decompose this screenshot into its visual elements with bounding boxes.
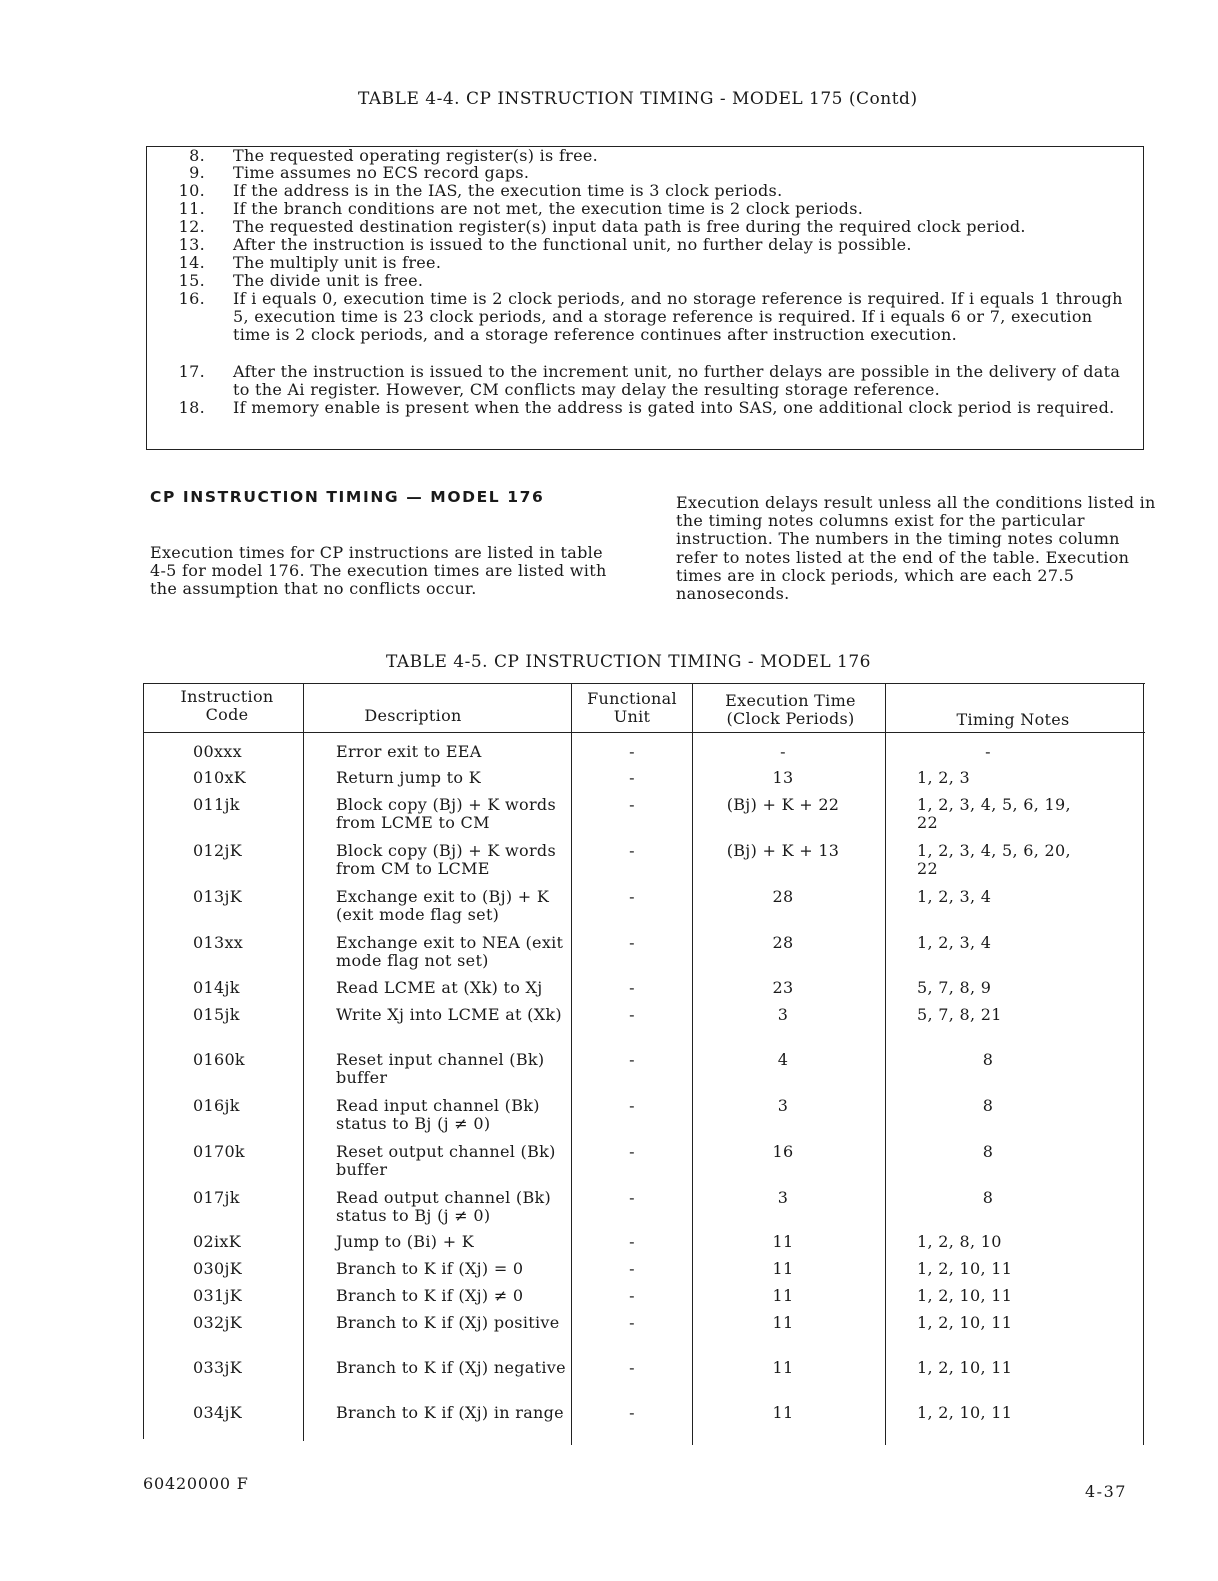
cell-unit: - xyxy=(629,795,635,814)
note-text: If i equals 0, execution time is 2 clock periods, and no storage reference is required. If i equals 1 through 5, execution time is 23 clock periods, and a storage reference is required. If i equals 6 or 7, execution time is 2 clock periods, and a storage reference continues after instruction execution. xyxy=(233,289,1123,345)
cell-code: 012jK xyxy=(193,841,242,860)
cell-description: Reset output channel (Bk) buffer xyxy=(336,1142,556,1180)
cell-timing-notes: 1, 2, 3, 4 xyxy=(917,887,992,906)
cell-timing-notes: 1, 2, 10, 11 xyxy=(917,1286,1013,1305)
cell-timing-notes: 8 xyxy=(982,1050,994,1069)
cell-code: 033jK xyxy=(193,1358,242,1377)
cell-timing-notes: 1, 2, 10, 11 xyxy=(917,1259,1013,1278)
cell-timing-notes: 5, 7, 8, 9 xyxy=(917,978,992,997)
note-text: If the address is in the IAS, the execution time is 3 clock periods. xyxy=(233,181,783,200)
cell-code: 00xxx xyxy=(193,742,242,761)
cell-unit: - xyxy=(629,1232,635,1251)
cell-description: Reset input channel (Bk) buffer xyxy=(336,1050,545,1088)
cell-code: 02ixK xyxy=(193,1232,241,1251)
cell-unit: - xyxy=(629,1313,635,1332)
cell-exec-time: 16 xyxy=(772,1142,794,1161)
cell-unit: - xyxy=(629,1358,635,1377)
note-text: The requested destination register(s) input data path is free during the required clock period. xyxy=(233,217,1026,236)
cell-timing-notes: 8 xyxy=(982,1096,994,1115)
cell-exec-time: 28 xyxy=(772,887,794,906)
note-text: After the instruction is issued to the increment unit, no further delays are possible in the delivery of data to the Ai register. However, CM conflicts may delay the resulting storage reference. xyxy=(233,362,1121,400)
cell-exec-time: 13 xyxy=(772,768,794,787)
cell-code: 013jK xyxy=(193,887,242,906)
note-number: 9. xyxy=(189,163,205,182)
note-text: The requested operating register(s) is free. xyxy=(233,146,599,165)
cell-code: 0170k xyxy=(193,1142,245,1161)
cell-description: Exchange exit to NEA (exit mode flag not set) xyxy=(336,933,564,971)
table-right-rule xyxy=(1143,683,1144,1445)
cell-timing-notes: 1, 2, 3, 4, 5, 6, 20, 22 xyxy=(917,841,1071,879)
cell-exec-time: 11 xyxy=(772,1403,794,1422)
cell-description: Branch to K if (Xj) ≠ 0 xyxy=(336,1286,524,1305)
cell-description: Branch to K if (Xj) in range xyxy=(336,1403,564,1422)
note-text: If the branch conditions are not met, the execution time is 2 clock periods. xyxy=(233,199,864,218)
note-number: 12. xyxy=(178,217,205,236)
cell-unit: - xyxy=(629,841,635,860)
note-number: 11. xyxy=(178,199,205,218)
cell-timing-notes: 1, 2, 3, 4 xyxy=(917,933,992,952)
note-text: The divide unit is free. xyxy=(233,271,424,290)
note-number: 13. xyxy=(178,235,205,254)
cell-description: Read LCME at (Xk) to Xj xyxy=(336,978,543,997)
cell-timing-notes: - xyxy=(985,742,991,761)
cell-description: Block copy (Bj) + K words from LCME to CM xyxy=(336,795,556,833)
cell-description: Read input channel (Bk) status to Bj (j ≠ 0) xyxy=(336,1096,540,1134)
cell-exec-time: 3 xyxy=(777,1188,789,1207)
cell-code: 017jk xyxy=(193,1188,240,1207)
cell-timing-notes: 1, 2, 8, 10 xyxy=(917,1232,1002,1251)
cell-description: Write Xj into LCME at (Xk) xyxy=(336,1005,562,1024)
note-number: 8. xyxy=(189,146,205,165)
cell-code: 032jK xyxy=(193,1313,242,1332)
cell-code: 0160k xyxy=(193,1050,245,1069)
header-functional-unit: Functional Unit xyxy=(587,689,677,726)
cell-code: 034jK xyxy=(193,1403,242,1422)
document-number: 60420000 F xyxy=(143,1474,249,1493)
cell-exec-time: (Bj) + K + 22 xyxy=(726,795,840,814)
cell-exec-time: (Bj) + K + 13 xyxy=(726,841,840,860)
cell-exec-time: 11 xyxy=(772,1313,794,1332)
header-description: Description xyxy=(364,706,462,725)
header-instruction-code: Instruction Code xyxy=(180,687,274,724)
page-number: 4-37 xyxy=(1085,1482,1127,1501)
cell-description: Read output channel (Bk) status to Bj (j ≠ 0) xyxy=(336,1188,552,1226)
cell-timing-notes: 8 xyxy=(982,1142,994,1161)
cell-unit: - xyxy=(629,1142,635,1161)
header-timing-notes: Timing Notes xyxy=(956,710,1070,729)
cell-code: 016jk xyxy=(193,1096,240,1115)
cell-exec-time: 3 xyxy=(777,1096,789,1115)
table-4-5-caption: TABLE 4-5. CP INSTRUCTION TIMING - MODEL 176 xyxy=(386,652,872,672)
cell-unit: - xyxy=(629,887,635,906)
cell-timing-notes: 8 xyxy=(982,1188,994,1207)
note-number: 16. xyxy=(178,289,205,308)
cell-timing-notes: 1, 2, 3, 4, 5, 6, 19, 22 xyxy=(917,795,1071,833)
section-heading: CP INSTRUCTION TIMING — MODEL 176 xyxy=(150,488,545,506)
cell-timing-notes: 1, 2, 3 xyxy=(917,768,970,787)
cell-code: 011jk xyxy=(193,795,240,814)
cell-exec-time: - xyxy=(780,742,786,761)
intro-paragraph: Execution times for CP instructions are listed in table 4-5 for model 176. The execution times are listed with the assumption that no conflicts occur. xyxy=(150,543,607,599)
cell-code: 030jK xyxy=(193,1259,242,1278)
cell-description: Block copy (Bj) + K words from CM to LCME xyxy=(336,841,556,879)
table-top-rule xyxy=(143,683,1145,684)
cell-unit: - xyxy=(629,1403,635,1422)
cell-description: Error exit to EEA xyxy=(336,742,482,761)
cell-code: 031jK xyxy=(193,1286,242,1305)
cell-description: Jump to (Bi) + K xyxy=(336,1232,475,1251)
cell-unit: - xyxy=(629,933,635,952)
cell-unit: - xyxy=(629,1259,635,1278)
cell-unit: - xyxy=(629,1286,635,1305)
cell-unit: - xyxy=(629,768,635,787)
cell-code: 013xx xyxy=(193,933,244,952)
cell-timing-notes: 1, 2, 10, 11 xyxy=(917,1358,1013,1377)
cell-description: Exchange exit to (Bj) + K (exit mode flag set) xyxy=(336,887,550,925)
cell-unit: - xyxy=(629,1188,635,1207)
cell-exec-time: 23 xyxy=(772,978,794,997)
cell-description: Branch to K if (Xj) negative xyxy=(336,1358,566,1377)
table-4-4-caption: TABLE 4-4. CP INSTRUCTION TIMING - MODEL 175 (Contd) xyxy=(358,89,918,109)
note-text: The multiply unit is free. xyxy=(233,253,442,272)
cell-exec-time: 11 xyxy=(772,1358,794,1377)
table-column-rule xyxy=(885,683,886,1445)
note-text: If memory enable is present when the address is gated into SAS, one additional clock period is required. xyxy=(233,398,1115,417)
note-text: After the instruction is issued to the functional unit, no further delay is possible. xyxy=(233,235,912,254)
delay-paragraph: Execution delays result unless all the conditions listed in the timing notes columns exist for the particular instruction. The numbers in the timing notes column refer to notes listed at the end of the table. Execution times are in clock periods, which are each 27.5 nanoseconds. xyxy=(676,493,1156,604)
cell-exec-time: 11 xyxy=(772,1259,794,1278)
note-number: 10. xyxy=(178,181,205,200)
cell-code: 010xK xyxy=(193,768,247,787)
cell-unit: - xyxy=(629,1050,635,1069)
cell-description: Branch to K if (Xj) positive xyxy=(336,1313,560,1332)
cell-unit: - xyxy=(629,742,635,761)
cell-timing-notes: 1, 2, 10, 11 xyxy=(917,1313,1013,1332)
note-number: 14. xyxy=(178,253,205,272)
cell-code: 015jk xyxy=(193,1005,240,1024)
cell-timing-notes: 1, 2, 10, 11 xyxy=(917,1403,1013,1422)
cell-unit: - xyxy=(629,1005,635,1024)
table-column-rule xyxy=(303,683,304,1441)
instruction-timing-table xyxy=(143,683,1145,1445)
cell-exec-time: 28 xyxy=(772,933,794,952)
cell-timing-notes: 5, 7, 8, 21 xyxy=(917,1005,1002,1024)
note-number: 15. xyxy=(178,271,205,290)
cell-exec-time: 11 xyxy=(772,1286,794,1305)
note-number: 18. xyxy=(178,398,205,417)
header-execution-time: Execution Time (Clock Periods) xyxy=(725,691,856,728)
cell-unit: - xyxy=(629,978,635,997)
timing-notes-box xyxy=(146,146,1144,450)
cell-exec-time: 4 xyxy=(777,1050,789,1069)
cell-description: Return jump to K xyxy=(336,768,481,787)
note-text: Time assumes no ECS record gaps. xyxy=(233,163,530,182)
cell-exec-time: 3 xyxy=(777,1005,789,1024)
cell-exec-time: 11 xyxy=(772,1232,794,1251)
table-left-rule xyxy=(143,683,144,1439)
table-column-rule xyxy=(571,683,572,1445)
cell-description: Branch to K if (Xj) = 0 xyxy=(336,1259,524,1278)
note-number: 17. xyxy=(178,362,205,381)
table-header-rule xyxy=(143,732,1145,733)
cell-code: 014jk xyxy=(193,978,240,997)
cell-unit: - xyxy=(629,1096,635,1115)
